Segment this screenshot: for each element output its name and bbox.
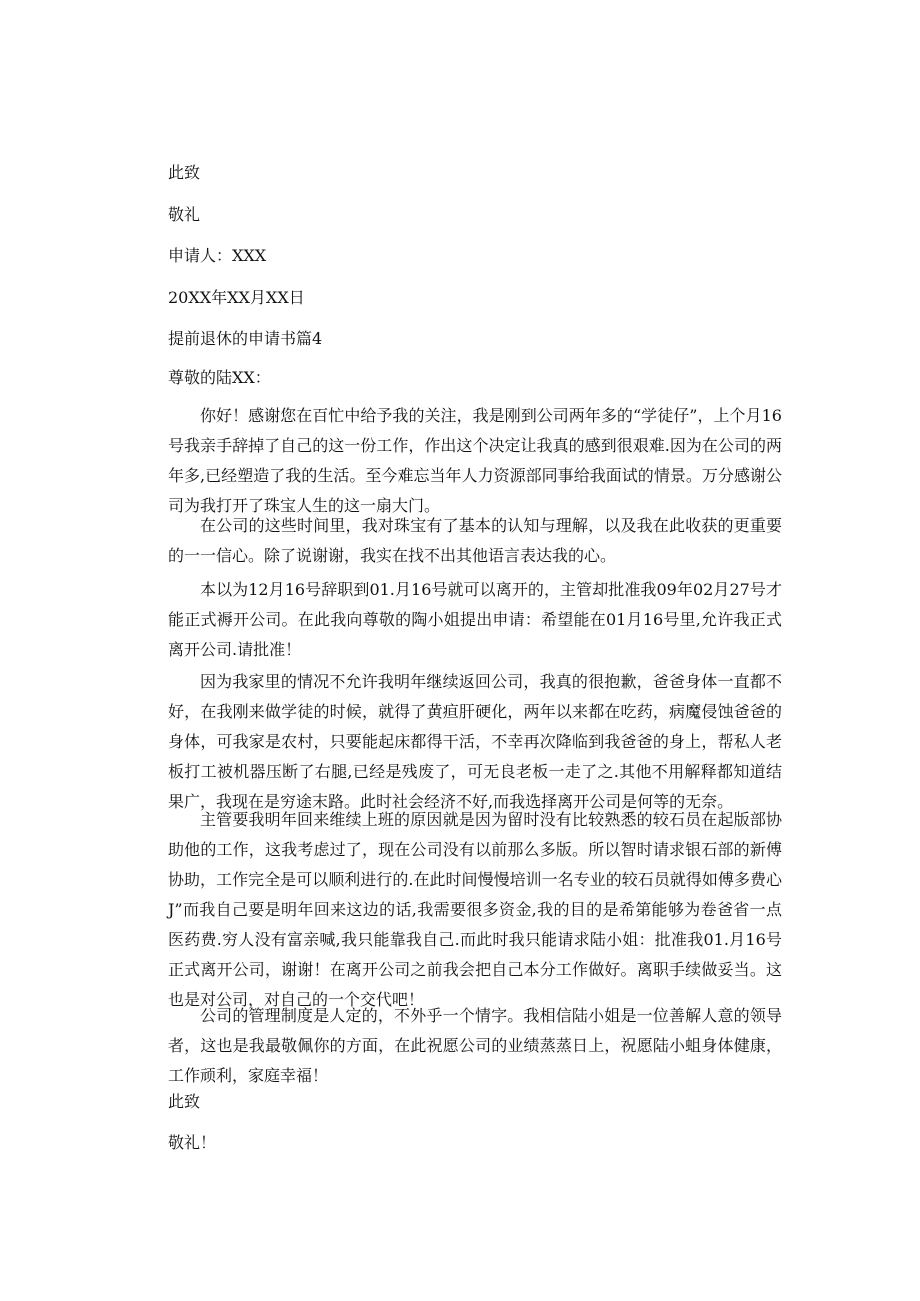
- section-title: 提前退休的申请书篇4: [168, 329, 323, 348]
- closing-line: 此致: [168, 163, 201, 182]
- paragraph: [168, 667, 780, 817]
- paragraph: [168, 401, 780, 521]
- paragraph-text: 你好！感谢您在百忙中给予我的关注，我是刚到公司两年多的“学徒仔”，上个月16号我亲手辞掉了自己的这一份工作，作出这个决定让我真的感到很艰难.因为在公司的两年多,已经塑造了我的生活。至今难忘当年人力资源部同事给我面试的情景。万分感谢公司为我打开了珠宝人生的这一扇大门。: [168, 406, 782, 515]
- paragraph: [168, 511, 780, 571]
- salutation-line: 敬礼！: [168, 1133, 217, 1152]
- applicant-line: 申请人：XXX: [168, 246, 267, 265]
- greeting-line: 尊敬的陆XX：: [168, 368, 271, 387]
- closing-line: 此致: [168, 1092, 201, 1111]
- paragraph-text: 在公司的这些时间里，我对珠宝有了基本的认知与理解，以及我在此收获的更重要的一一信心。除了说谢谢，我实在找不出其他语言表达我的心。: [168, 516, 782, 565]
- paragraph: [168, 805, 780, 1015]
- paragraph-text: 本以为12月16号辞职到01.月16号就可以离开的，主管却批准我09年02月27号才能正式褥开公司。在此我向尊敬的陶小姐提出申请：希望能在01月16号里,允许我正式离开公司.请批准！: [168, 580, 782, 659]
- paragraph: [168, 575, 780, 665]
- paragraph: [168, 1001, 780, 1091]
- date-line: 20XX年XX月XX日: [168, 288, 305, 307]
- paragraph-text: 主管要我明年回来维续上班的原因就是因为留时没有比较熟悉的较石员在起版部协助他的工作，这我考虑过了，现在公司没有以前那么多版。所以智时请求银石部的新傅协助，工作完全是可以顺利进行的.在此时间慢慢培训一名专业的较石员就得如傅多费心J”而我自己要是明年回来这边的话,我需要很多资金,我的目的是希第能够为卷爸省一点医药费.穷人没有富亲喊,我只能靠我自己.而此时我只能请求陆小姐：批准我01.月16号正式离开公司，谢谢！在离开公司之前我会把自己本分工作做好。离职手续做妥当。这也是对公司，对自己的一个交代吧！: [168, 810, 782, 1009]
- paragraph-text: 公司的管理制度是人定的，不外乎一个情字。我相信陆小姐是一位善解人意的领导者，这也是我最敬佩你的方面，在此祝愿公司的业绩蒸蒸日上，祝愿陆小蛆身体健康，工作顽利，家庭幸福！: [168, 1006, 782, 1085]
- salutation-line: 敬礼: [168, 205, 201, 224]
- paragraph-text: 因为我家里的情况不允许我明年继续返回公司，我真的很抱歉，爸爸身体一直都不好，在我刚来做学徒的时候，就得了黄疸肝硬化，两年以来都在吃药，病魔侵蚀爸爸的身体，可我家是农村，只要能起床都得干活，不幸再次降临到我爸爸的身上，帮私人老板打工被机器压断了右腿,已经是残废了，可无良老板一走了之.其他不用解释都知道结果广，我现在是穷途末路。此时社会经济不好,而我选择离开公司是何等的无奈。: [168, 672, 782, 811]
